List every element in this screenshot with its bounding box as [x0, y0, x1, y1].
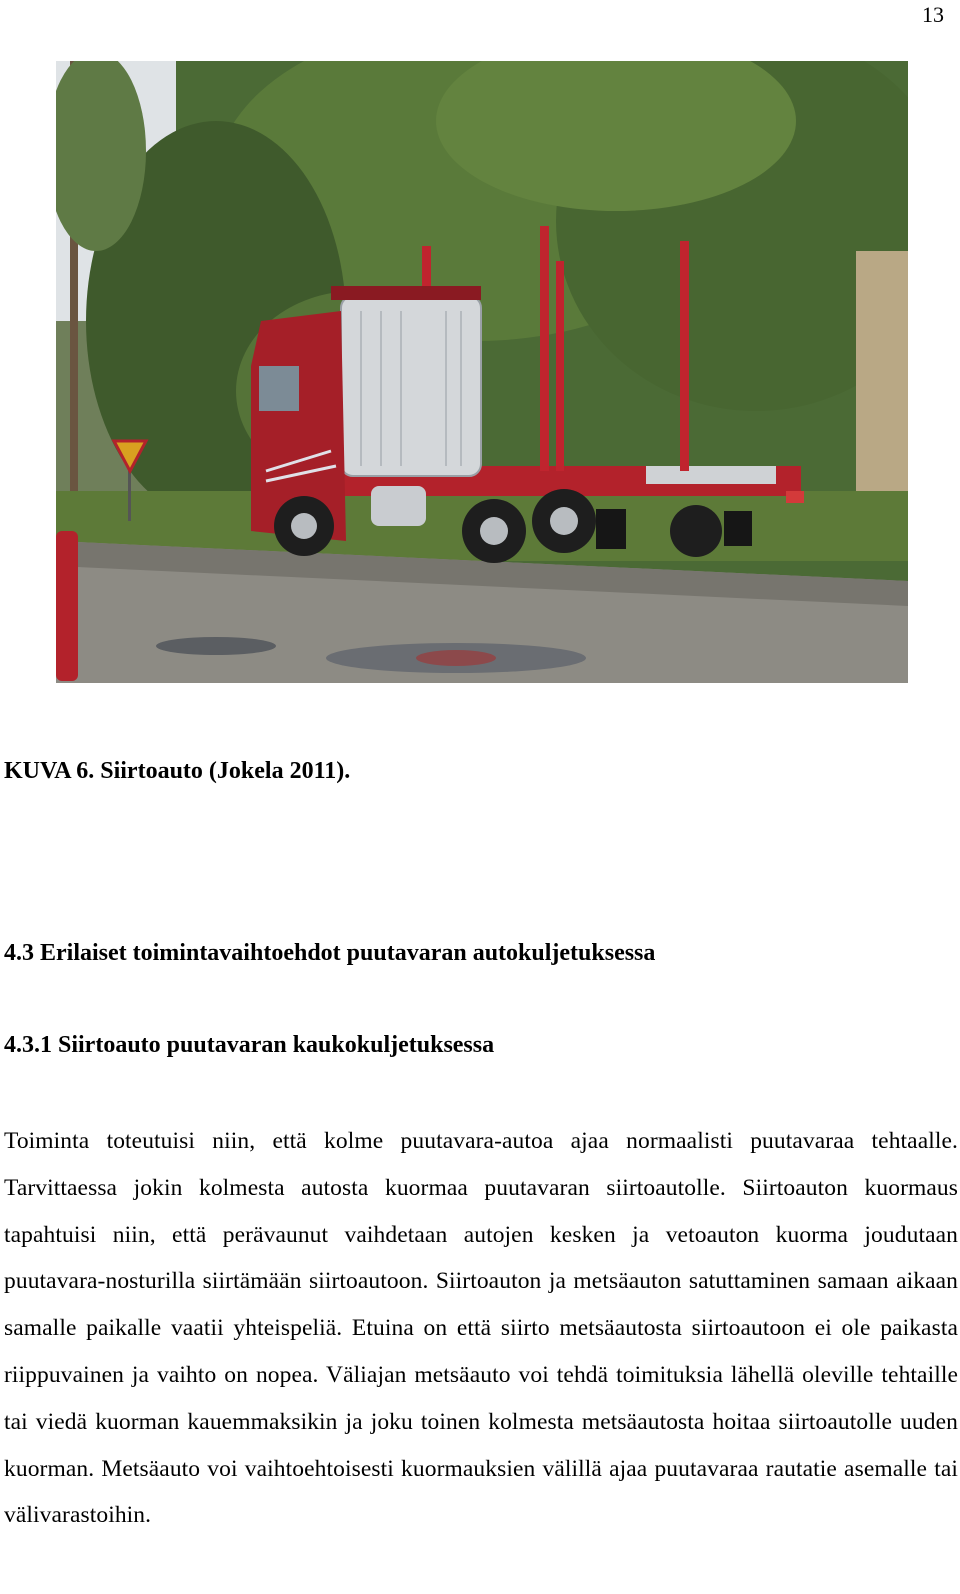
body-paragraph: Toiminta toteutuisi niin, että kolme puutavara-autoa ajaa normaalisti puutavaraa tehtaalle. Tarvittaessa jokin kolmesta autosta kuormaa puutavaran siirtoautolle. Siirtoauton kuormaus tapahtuisi niin, että perävaunut vaihdetaan autojen kesken ja vetoauton kuorma joudutaan puutavara-nosturilla siirtämään siirtoautoon. Siirtoauton ja metsäauton satuttaminen samaan aikaan samalle paikalle vaatii yhteispeliä. Etuina on että siirto metsäautosta siirtoautoon ei ole paikasta riippuvainen ja vaihto on nopea. Väliajan metsäauto voi tehdä toimituksia lähellä oleville tehtaille tai viedä kuorman kauemmaksikin ja joku toinen kolmesta metsäautosta hoitaa siirtoautolle uuden kuorman. Metsäauto voi vaihtoehtoisesti kuormauksien välillä ajaa puutavaraa rautatie asemalle tai välivarastoihin.	[4, 1128, 958, 1529]
subsection-heading: 4.3.1 Siirtoauto puutavaran kaukokuljetuksessa	[4, 1032, 495, 1058]
page-number: 13	[922, 2, 944, 27]
section-heading: 4.3 Erilaiset toimintavaihtoehdot puutavaran autokuljetuksessa	[4, 940, 656, 966]
figure-caption: KUVA 6. Siirtoauto (Jokela 2011).	[4, 758, 351, 784]
truck-photo	[56, 61, 908, 683]
